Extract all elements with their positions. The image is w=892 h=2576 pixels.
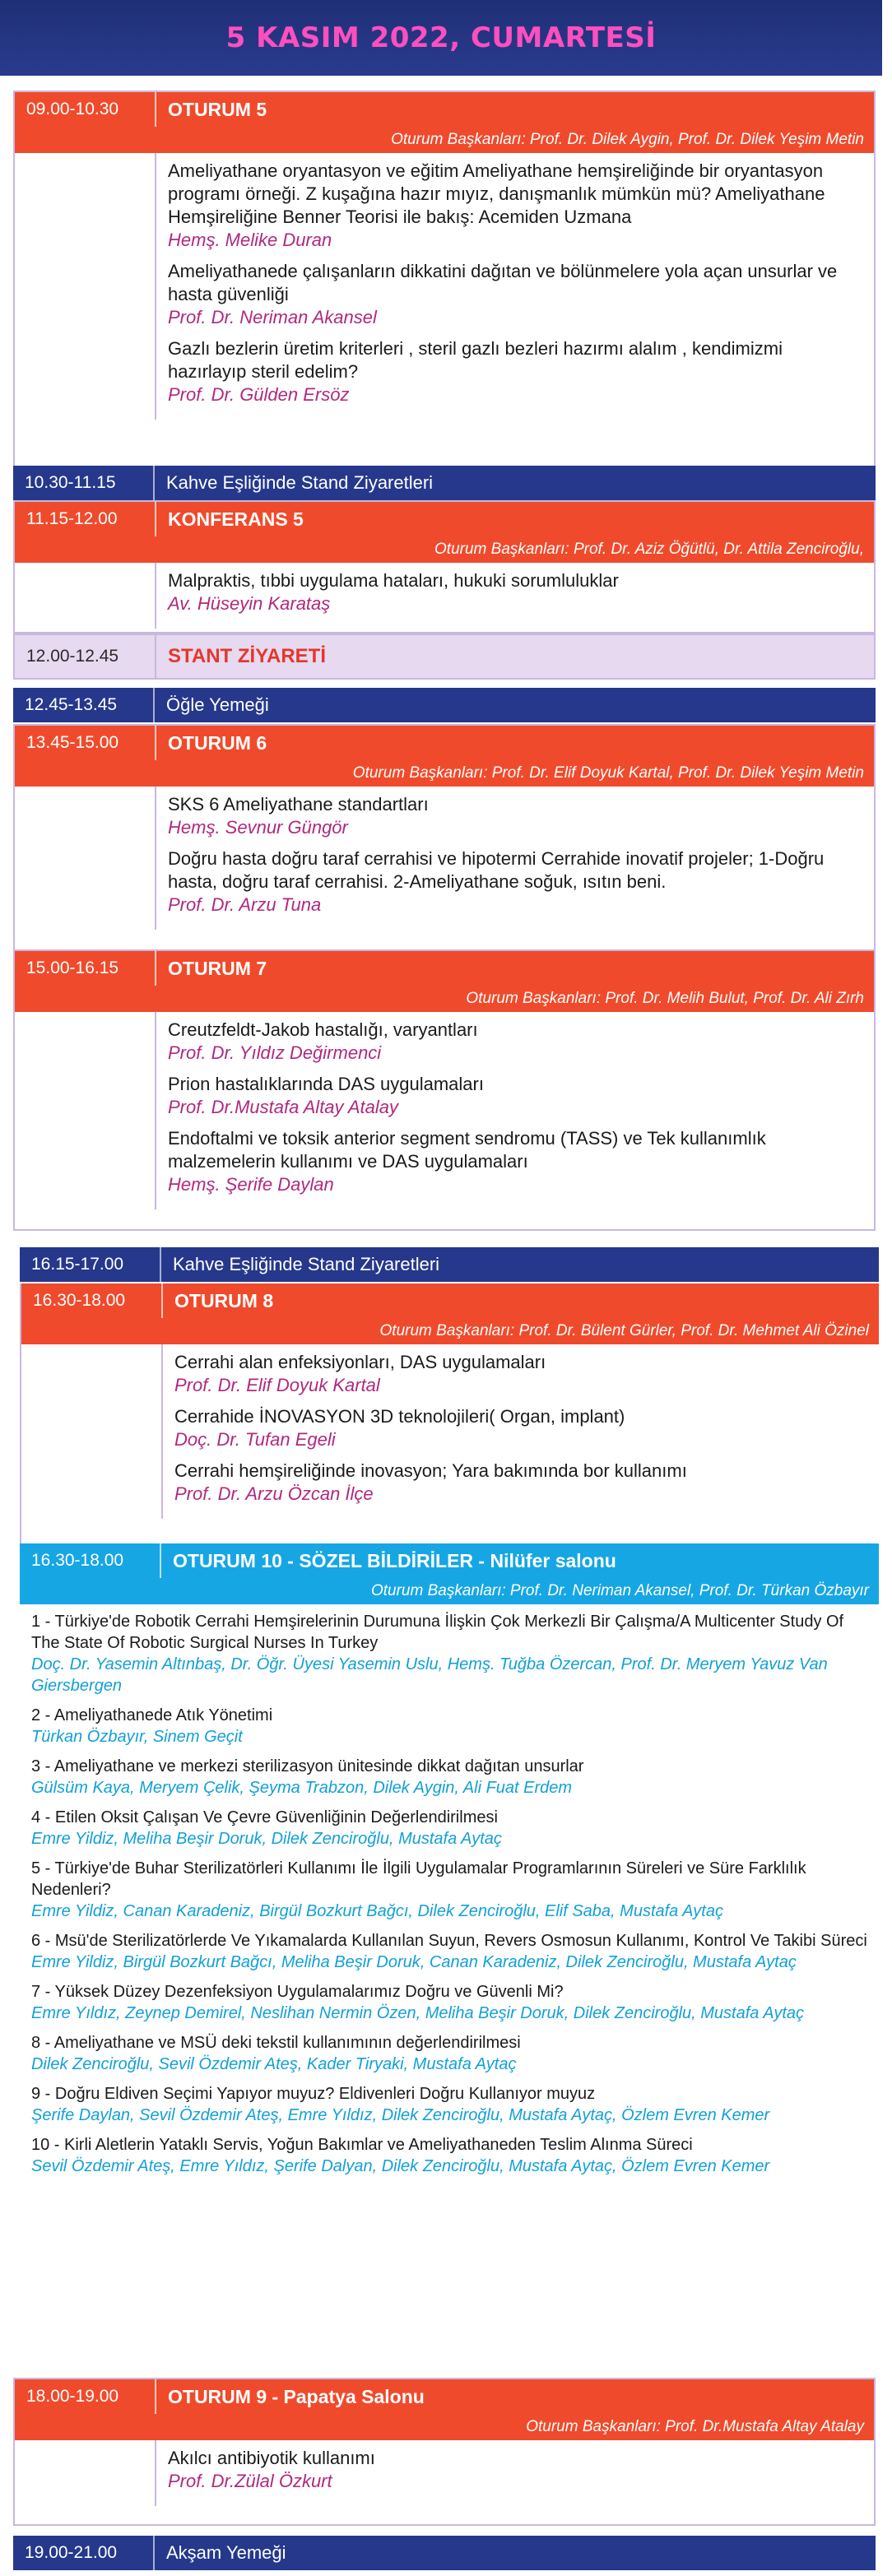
session-chairs: Oturum Başkanları: Prof. Dr. Dilek Aygin, Prof. Dr. Dilek Yeşim Metin bbox=[391, 131, 864, 148]
paper-authors: Emre Yildiz, Birgül Bozkurt Bağcı, Meliha Beşir Doruk, Canan Karadeniz, Dilek Zenciroğlu, Mustafa Aytaç bbox=[31, 1953, 797, 1971]
paper-item bbox=[31, 2134, 871, 2177]
dinner-row bbox=[13, 2536, 876, 2570]
row-title: Öğle Yemeği bbox=[153, 688, 876, 722]
page-header bbox=[0, 0, 882, 76]
talk-speaker: Hemş. Melike Duran bbox=[168, 230, 332, 250]
talk-speaker: Prof. Dr. Gülden Ersöz bbox=[168, 384, 350, 405]
session-chairs: Oturum Başkanları: Prof. Dr. Elif Doyuk Kartal, Prof. Dr. Dilek Yeşim Metin bbox=[352, 764, 864, 782]
row-time: 12.00-12.45 bbox=[26, 647, 119, 666]
talk-speaker: Prof. Dr. Yıldız Değirmenci bbox=[168, 1042, 382, 1063]
talk-speaker: Av. Hüseyin Karataş bbox=[168, 593, 331, 614]
talk-title: SKS 6 Ameliyathane standartları bbox=[168, 794, 429, 815]
talk-item bbox=[168, 569, 864, 615]
talk-item bbox=[174, 1460, 869, 1506]
paper-authors: Dilek Zenciroğlu, Sevil Özdemir Ateş, Kader Tiryaki, Mustafa Aytaç bbox=[31, 2055, 517, 2073]
paper-authors: Emre Yıldız, Zeynep Demirel, Neslihan Nermin Özen, Meliha Beşir Doruk, Dilek Zenciroğlu, Mustafa Aytaç bbox=[31, 2004, 805, 2022]
talk-item bbox=[168, 1127, 864, 1196]
session-time: 09.00-10.30 bbox=[26, 100, 119, 118]
talk-title: Cerrahide İNOVASYON 3D teknolojileri( Organ, implant) bbox=[174, 1406, 625, 1427]
talk-title: Creutzfeldt-Jakob hastalığı, varyantları bbox=[168, 1019, 478, 1040]
page-title: 5 KASIM 2022, CUMARTESİ bbox=[225, 21, 657, 54]
paper-title: 8 - Ameliyathane ve MSÜ deki tekstil kullanımının değerlendirilmesi bbox=[31, 2034, 521, 2052]
talk-item bbox=[174, 1405, 869, 1451]
session-title: OTURUM 6 bbox=[155, 726, 874, 760]
talk-item bbox=[168, 337, 864, 406]
session-9 bbox=[13, 2378, 876, 2526]
talk-speaker: Prof. Dr. Arzu Tuna bbox=[168, 894, 322, 915]
row-title: Kahve Eşliğinde Stand Ziyaretleri bbox=[160, 1247, 879, 1282]
paper-authors: Emre Yildiz, Meliha Beşir Doruk, Dilek Zenciroğlu, Mustafa Aytaç bbox=[31, 1830, 502, 1848]
row-title: Kahve Eşliğinde Stand Ziyaretleri bbox=[153, 466, 876, 500]
session-5-header bbox=[15, 92, 874, 153]
conference-5 bbox=[13, 500, 876, 634]
paper-item bbox=[31, 1807, 871, 1850]
session-chairs: Oturum Başkanları: Prof. Dr. Bülent Gürler, Prof. Dr. Mehmet Ali Özinel bbox=[379, 1322, 869, 1339]
paper-title: 9 - Doğru Eldiven Seçimi Yapıyor muyuz? Eldivenleri Doğru Kullanıyor muyuz bbox=[31, 2085, 596, 2103]
paper-title: 1 - Türkiye'de Robotik Cerrahi Hemşirelerinin Durumuna İlişkin Çok Merkezli Bir Çalışma/A Multicenter Study Of The State Of Robotic Surgical Nurses In Turkey bbox=[31, 1613, 844, 1652]
talk-item bbox=[168, 160, 864, 252]
session-time: 16.30-18.00 bbox=[31, 1551, 124, 1570]
paper-item bbox=[31, 1930, 871, 1973]
session-title: OTURUM 5 bbox=[155, 92, 874, 127]
talk-speaker: Doç. Dr. Tufan Egeli bbox=[174, 1429, 336, 1450]
session-chairs: Oturum Başkanları: Prof. Dr.Mustafa Altay Atalay bbox=[526, 2418, 864, 2435]
paper-title: 2 - Ameliyathanede Atık Yönetimi bbox=[31, 1706, 273, 1724]
talk-title: Cerrahi hemşireliğinde inovasyon; Yara bakımında bor kullanımı bbox=[174, 1460, 687, 1481]
talk-item bbox=[168, 847, 864, 917]
paper-title: 10 - Kirli Aletlerin Yataklı Servis, Yoğun Bakımlar ve Ameliyathaneden Teslim Alınma Süreci bbox=[31, 2136, 693, 2154]
session-title: OTURUM 10 - SÖZEL BİLDİRİLER - Nilüfer salonu bbox=[160, 1543, 879, 1578]
paper-item bbox=[31, 1756, 871, 1799]
paper-authors: Doç. Dr. Yasemin Altınbaş, Dr. Öğr. Üyesi Yasemin Uslu, Hemş. Tuğba Özercan, Prof. Dr. Meryem Yavuz Van Giersbergen bbox=[31, 1655, 828, 1695]
talk-speaker: Prof. Dr.Mustafa Altay Atalay bbox=[168, 1097, 398, 1117]
talk-speaker: Prof. Dr. Neriman Akansel bbox=[168, 307, 377, 327]
talk-title: Endoftalmi ve toksik anterior segment sendromu (TASS) ve Tek kullanımlık malzemelerin kullanımı ve DAS uygulamaları bbox=[168, 1128, 766, 1172]
session-title: OTURUM 7 bbox=[155, 951, 874, 986]
paper-title: 5 - Türkiye'de Buhar Sterilizatörleri Kullanımı İle İlgili Uygulamalar Programlarının Süreleri ve Süre Farklılık Nedenleri? bbox=[31, 1859, 806, 1899]
talk-title: Doğru hasta doğru taraf cerrahisi ve hipotermi Cerrahide inovatif projeler; 1-Doğru hasta, doğru taraf cerrahisi. 2-Ameliyathane soğuk, ısıtın beni. bbox=[168, 848, 825, 892]
paper-title: 6 - Msü'de Sterilizatörlerde Ve Yıkamalarda Kullanılan Suyun, Revers Osmosun Kullanımı, Kontrol Ve Takibi Süreci bbox=[31, 1932, 867, 1950]
talk-title: Ameliyathane oryantasyon ve eğitim Ameliyathane hemşireliğinde bir oryantasyon programı örneği. Z kuşağına hazır mıyız, danışmanlık mümkün mü? Ameliyathane Hemşireliğine Benner Teorisi ile bakış: Acemiden Uzmana bbox=[168, 160, 825, 227]
paper-item bbox=[31, 1705, 871, 1748]
paper-item bbox=[31, 1981, 871, 2024]
talk-speaker: Prof. Dr.Zülal Özkurt bbox=[168, 2471, 332, 2491]
session-title: OTURUM 8 bbox=[161, 1283, 879, 1318]
talk-item bbox=[168, 260, 864, 329]
session-title: KONFERANS 5 bbox=[155, 502, 874, 536]
talk-title: Gazlı bezlerin üretim kriterleri , steril gazlı bezleri hazırmı alalım , kendimizmi hazırlayıp steril edelim? bbox=[168, 338, 783, 382]
talk-speaker: Hemş. Sevnur Güngör bbox=[168, 817, 348, 838]
session-time: 13.45-15.00 bbox=[26, 733, 119, 752]
session-time: 16.30-18.00 bbox=[33, 1291, 126, 1310]
lunch-row bbox=[13, 688, 876, 722]
paper-title: 3 - Ameliyathane ve merkezi sterilizasyon ünitesinde dikkat dağıtan unsurlar bbox=[31, 1757, 584, 1775]
talk-speaker: Prof. Dr. Elif Doyuk Kartal bbox=[174, 1375, 380, 1395]
talk-speaker: Prof. Dr. Arzu Özcan İlçe bbox=[174, 1483, 374, 1504]
row-title: Akşam Yemeği bbox=[153, 2536, 876, 2570]
coffee-break-row bbox=[20, 1247, 879, 1282]
row-time: 10.30-11.15 bbox=[25, 473, 116, 492]
session-time: 11.15-12.00 bbox=[26, 509, 118, 528]
paper-authors: Emre Yildiz, Canan Karadeniz, Birgül Bozkurt Bağcı, Dilek Zenciroğlu, Elif Saba, Mustafa Aytaç bbox=[31, 1902, 723, 1920]
stand-visit-row bbox=[13, 634, 876, 680]
talk-item bbox=[168, 793, 864, 839]
session-10 bbox=[20, 1543, 879, 2350]
talk-item bbox=[168, 2447, 864, 2493]
talk-title: Malpraktis, tıbbi uygulama hataları, hukuki sorumluluklar bbox=[168, 570, 619, 591]
session-chairs: Oturum Başkanları: Prof. Dr. Melih Bulut, Prof. Dr. Ali Zırh bbox=[466, 990, 864, 1007]
talk-item bbox=[168, 1073, 864, 1119]
paper-item bbox=[31, 1611, 871, 1696]
talk-item bbox=[174, 1351, 869, 1397]
paper-authors: Türkan Özbayır, Sinem Geçit bbox=[31, 1728, 243, 1746]
session-chairs: Oturum Başkanları: Prof. Dr. Aziz Öğütlü, Dr. Attila Zenciroğlu, bbox=[434, 541, 864, 558]
paper-item bbox=[31, 2083, 871, 2126]
paper-title: 7 - Yüksek Düzey Dezenfeksiyon Uygulamalarımız Doğru ve Güvenli Mi? bbox=[31, 1983, 564, 2001]
session-title: OTURUM 9 - Papatya Salonu bbox=[155, 2379, 874, 2414]
talk-title: Prion hastalıklarında DAS uygulamaları bbox=[168, 1074, 484, 1094]
session-5 bbox=[13, 91, 876, 471]
talk-title: Akılcı antibiyotik kullanımı bbox=[168, 2448, 375, 2468]
paper-item bbox=[31, 1858, 871, 1922]
session-chairs: Oturum Başkanları: Prof. Dr. Neriman Akansel, Prof. Dr. Türkan Özbayır bbox=[370, 1582, 869, 1599]
session-8 bbox=[20, 1283, 879, 1543]
session-time: 15.00-16.15 bbox=[26, 958, 119, 977]
paper-authors: Şerife Daylan, Sevil Özdemir Ateş, Emre Yıldız, Dilek Zenciroğlu, Mustafa Aytaç, Özlem Evren Kemer bbox=[31, 2106, 770, 2124]
row-time: 12.45-13.45 bbox=[25, 695, 118, 714]
talk-speaker: Hemş. Şerife Daylan bbox=[168, 1174, 334, 1195]
paper-title: 4 - Etilen Oksit Çalışan Ve Çevre Güvenliğinin Değerlendirilmesi bbox=[31, 1808, 498, 1826]
session-6 bbox=[13, 724, 876, 953]
session-7 bbox=[13, 949, 876, 1231]
paper-item bbox=[31, 2032, 871, 2075]
row-title: STANT ZİYARETİ bbox=[155, 635, 874, 678]
talk-title: Ameliyathanede çalışanların dikkatini dağıtan ve bölünmelere yola açan unsurlar ve hasta güvenliği bbox=[168, 261, 838, 304]
row-time: 16.15-17.00 bbox=[31, 1255, 124, 1274]
talk-title: Cerrahi alan enfeksiyonları, DAS uygulamaları bbox=[174, 1352, 546, 1372]
row-time: 19.00-21.00 bbox=[25, 2543, 118, 2562]
session-time: 18.00-19.00 bbox=[26, 2387, 119, 2406]
paper-authors: Sevil Özdemir Ateş, Emre Yıldız, Şerife Dalyan, Dilek Zenciroğlu, Mustafa Aytaç, Özlem Evren Kemer bbox=[31, 2157, 770, 2175]
paper-authors: Gülsüm Kaya, Meryem Çelik, Şeyma Trabzon, Dilek Aygin, Ali Fuat Erdem bbox=[31, 1779, 573, 1797]
talk-item bbox=[168, 1019, 864, 1065]
coffee-break-row bbox=[13, 466, 876, 500]
